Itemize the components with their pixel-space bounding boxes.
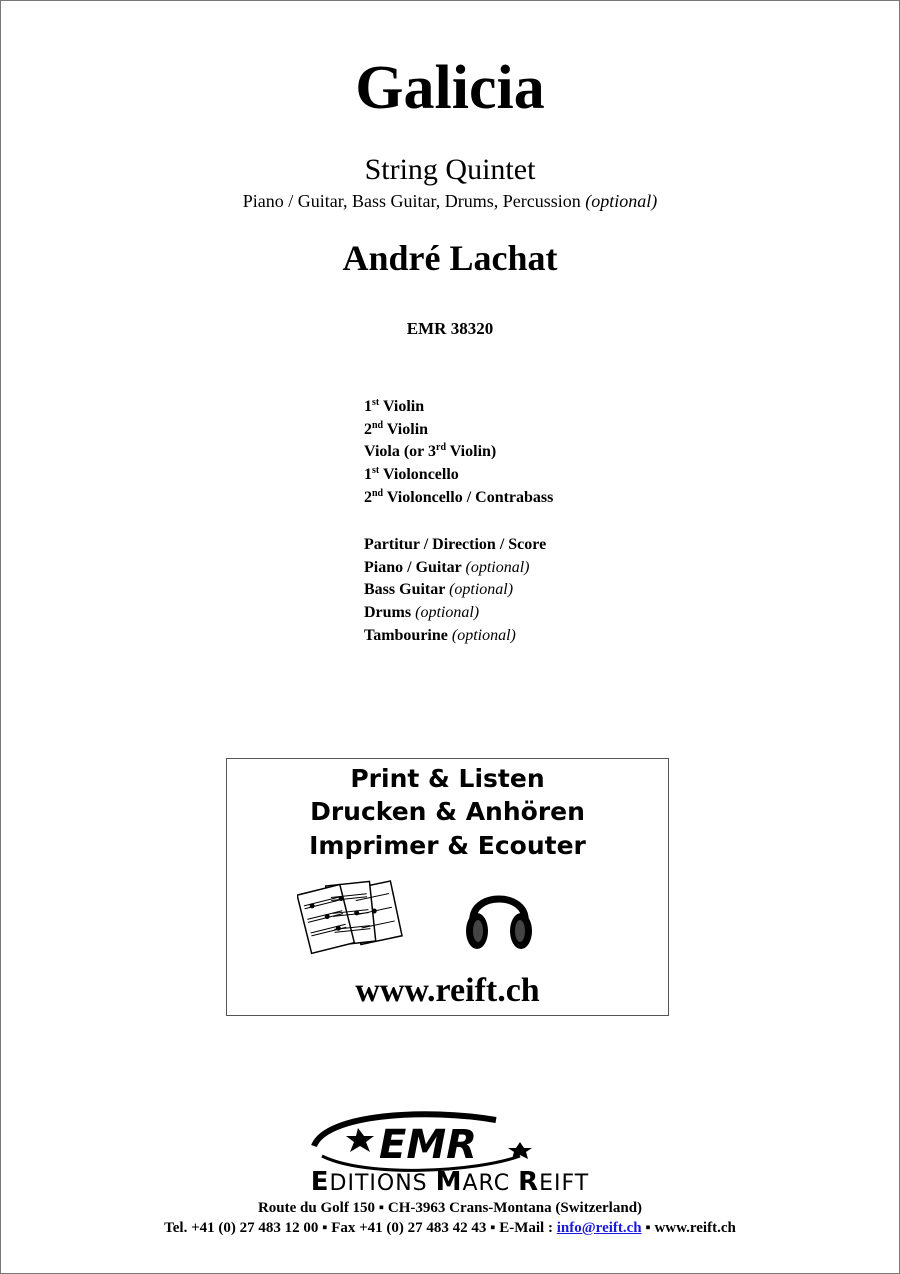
publisher-address: Route du Golf 150 ▪ CH-3963 Crans-Montana (Switzerland): [257, 1200, 643, 1216]
promo-line-de: Drucken & Anhören: [310, 797, 585, 826]
promo-line-en: Print & Listen: [350, 764, 545, 793]
part-item: Drums (optional): [364, 604, 480, 622]
email-link[interactable]: info@reift.ch: [556, 1220, 642, 1236]
part-item: Partitur / Direction / Score: [364, 536, 547, 553]
instrumentation-line: [0, 190, 900, 212]
part-item: Piano / Guitar (optional): [364, 558, 530, 576]
part-item: 2nd Violoncello / Contrabass: [364, 487, 554, 506]
publisher-name: EDITIONS MARC REIFT: [310, 1167, 590, 1197]
promo-line-fr: Imprimer & Ecouter: [309, 831, 586, 860]
promo-url[interactable]: www.reift.ch: [355, 972, 540, 1009]
instrumentation-optional: (optional): [585, 191, 658, 211]
part-item: Viola (or 3rd Violin): [364, 442, 497, 461]
page-title: Galicia: [355, 54, 545, 122]
emr-logo-text: EMR: [379, 1122, 477, 1168]
print-listen-box[interactable]: [226, 758, 669, 1016]
headphones-icon: [463, 877, 535, 955]
composer: André Lachat: [342, 238, 558, 278]
part-item: Tambourine (optional): [364, 626, 516, 644]
other-parts-list: [364, 534, 546, 648]
subtitle: String Quintet: [364, 153, 536, 186]
instrumentation-main: Piano / Guitar, Bass Guitar, Drums, Percussion: [242, 191, 581, 211]
publisher-contact: [0, 1219, 900, 1237]
sheet-music-icon: [297, 877, 409, 961]
part-item: 2nd Violin: [364, 419, 429, 438]
contact-website: ▪ www.reift.ch: [641, 1220, 736, 1236]
part-item: 1st Violoncello: [364, 465, 459, 484]
contact-phone-fax: Tel. +41 (0) 27 483 12 00 ▪ Fax +41 (0) 27 483 42 43 ▪ E-Mail :: [164, 1220, 557, 1236]
part-item: Bass Guitar (optional): [364, 581, 514, 599]
part-item: 1st Violin: [364, 397, 425, 415]
catalog-number: EMR 38320: [406, 319, 494, 338]
string-parts-list: [364, 396, 553, 510]
